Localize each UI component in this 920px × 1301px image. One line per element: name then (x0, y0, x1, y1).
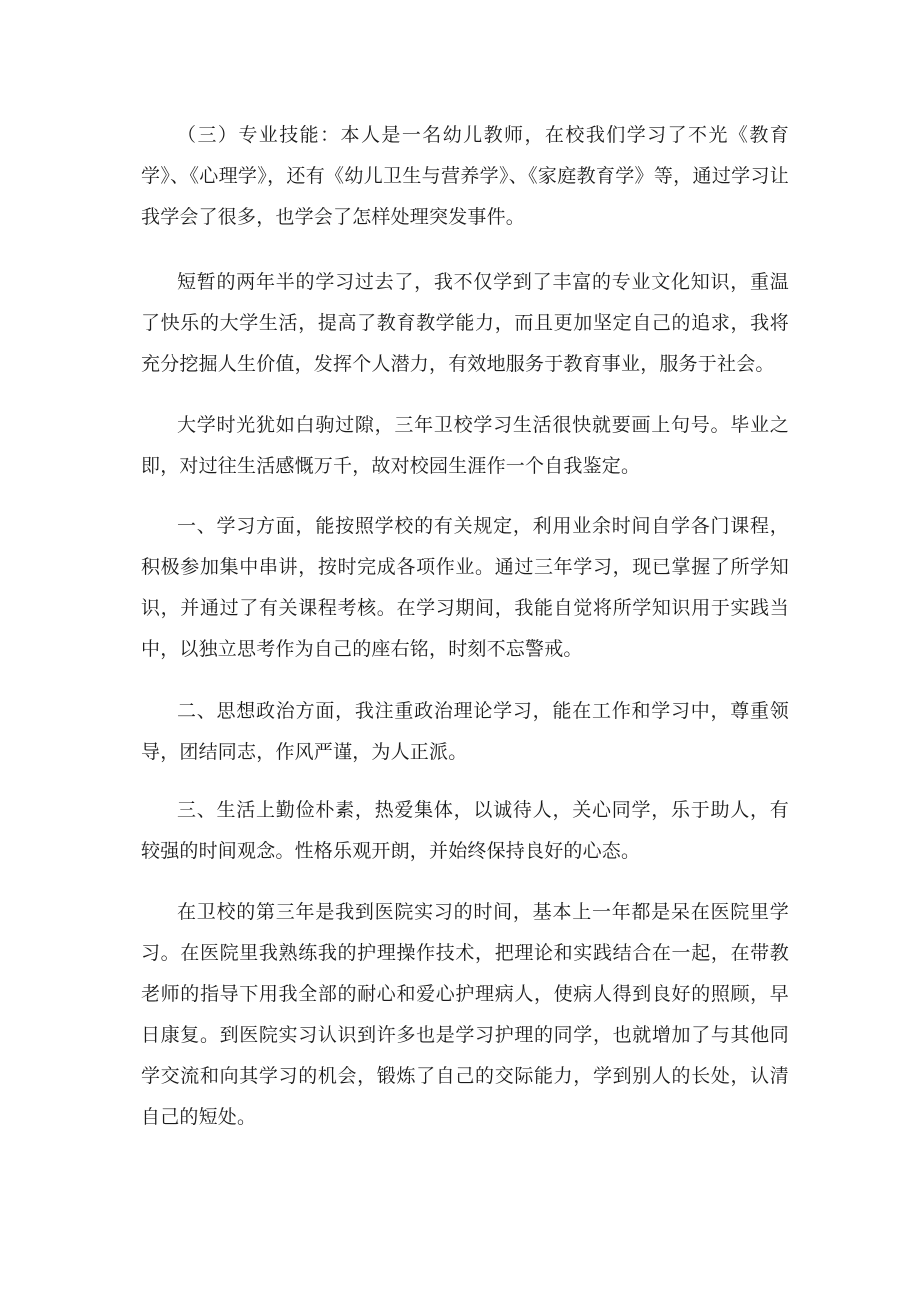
paragraph-professional-skills: （三）专业技能：本人是一名幼儿教师，在校我们学习了不光《教育学》、《心理学》，还有《幼儿卫生与营养学》、《家庭教育学》等，通过学习让我学会了很多，也学会了怎样处理突发事件。 (141, 124, 789, 228)
paragraph-life-aspect: 三、生活上勤俭朴素，热爱集体，以诚待人，关心同学，乐于助人，有较强的时间观念。性格乐观开朗，并始终保持良好的心态。 (141, 799, 789, 862)
paragraph-study-summary: 短暂的两年半的学习过去了，我不仅学到了丰富的专业文化知识，重温了快乐的大学生活，提高了教育教学能力，而且更加坚定自己的追求，我将充分挖掘人生价值，发挥个人潜力，有效地服务于教育事业，服务于社会。 (141, 271, 789, 375)
paragraph-political-aspect: 二、思想政治方面，我注重政治理论学习，能在工作和学习中，尊重领导，团结同志，作风严谨，为人正派。 (141, 700, 789, 763)
paragraph-study-aspect: 一、学习方面，能按照学校的有关规定，利用业余时间自学各门课程，积极参加集中串讲，按时完成各项作业。通过三年学习，现已掌握了所学知识，并通过了有关课程考核。在学习期间，我能自觉将所学知识用于实践当中，以独立思考作为自己的座右铭，时刻不忘警戒。 (141, 515, 789, 660)
paragraph-graduation-intro: 大学时光犹如白驹过隙，三年卫校学习生活很快就要画上句号。毕业之即，对过往生活感慨万千，故对校园生涯作一个自我鉴定。 (141, 414, 789, 477)
paragraph-hospital-internship: 在卫校的第三年是我到医院实习的时间，基本上一年都是呆在医院里学习。在医院里我熟练我的护理操作技术，把理论和实践结合在一起，在带教老师的指导下用我全部的耐心和爱心护理病人，使病人得到良好的照顾，早日康复。到医院实习认识到许多也是学习护理的同学，也就增加了与其他同学交流和向其学习的机会，锻炼了自己的交际能力，学到别人的长处，认清自己的短处。 (141, 901, 789, 1128)
